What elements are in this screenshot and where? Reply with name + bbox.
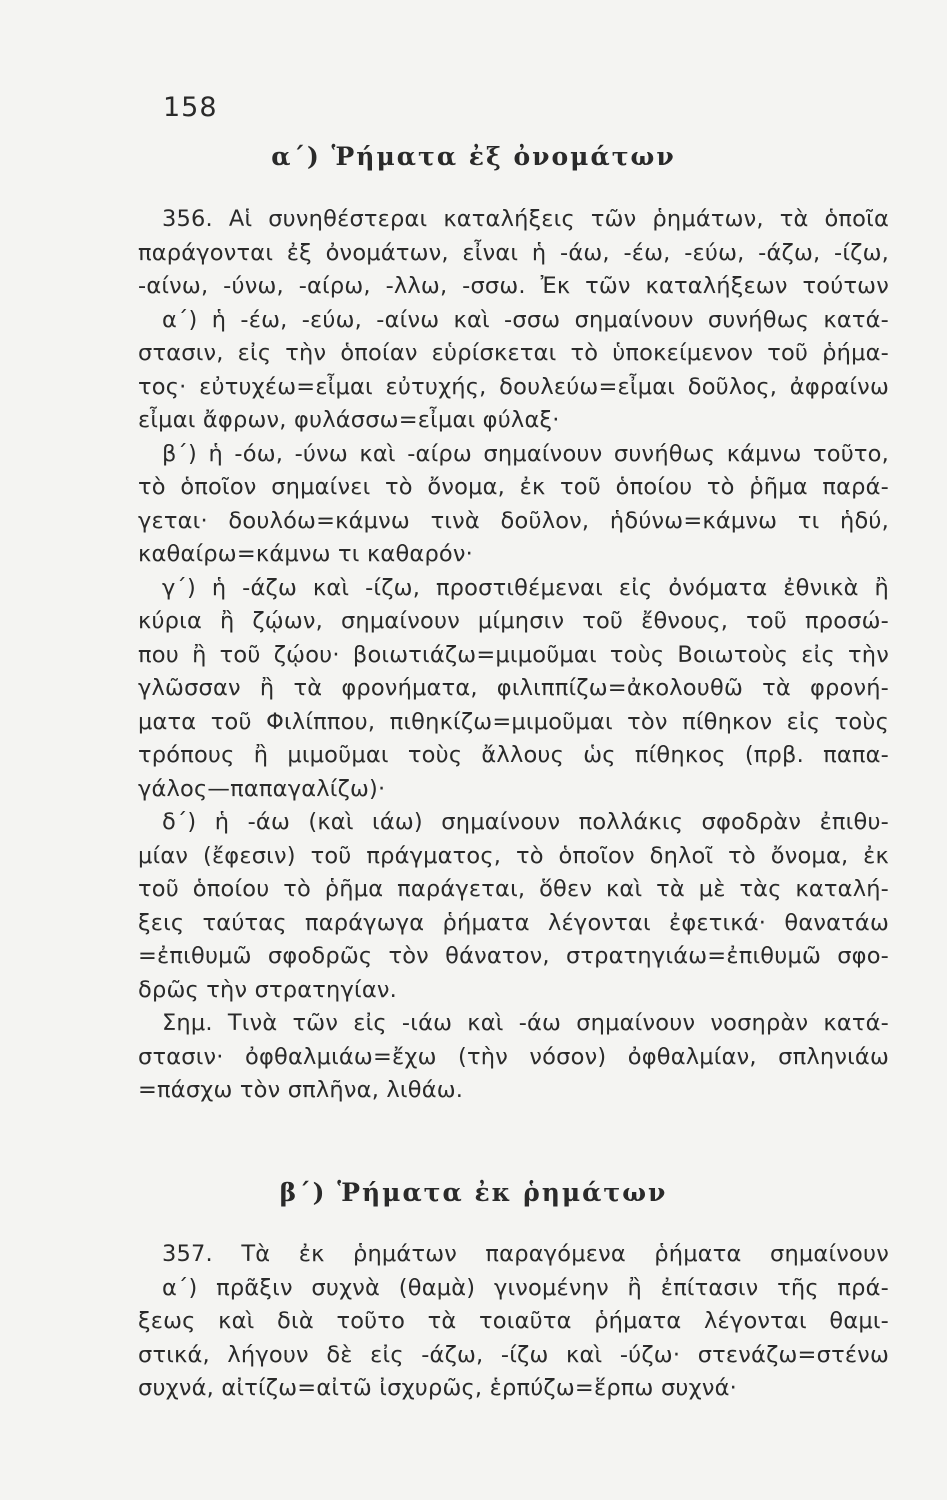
text-line: Σημ. Τινὰ τῶν εἰς -ιάω καὶ -άω σημαίνουν νοσηρὰν κατά- [162,1010,889,1036]
text-line: συχνά, αἰτίζω=αἰτῶ ἰσχυρῶς, ἑρπύζω=ἕρπω συχνά· [138,1375,737,1401]
text-line: ξεις ταύτας παράγωγα ῥήματα λέγονται ἐφετικά· θανατάω [138,909,889,936]
section-a-body [138,203,889,1108]
text-line: =ἐπιθυμῶ σφοδρῶς τὸν θάνατον, στρατηγιάω=ἐπιθυμῶ σφο- [138,943,889,969]
text-line: γάλος—παπαγαλίζω)· [138,775,386,802]
text-line: δ΄) ἡ -άω (καὶ ιάω) σημαίνουν πολλάκις σφοδρὰν ἐπιθυ- [162,809,889,835]
section-b-heading [0,1178,947,1207]
text-line: κύρια ἢ ζῴων, σημαίνουν μίμησιν τοῦ ἔθνους, τοῦ προσώ- [138,608,889,634]
text-line: που ἢ τοῦ ζῴου· βοιωτιάζω=μιμοῦμαι τοὺς Βοιωτοὺς εἰς τὴν [138,641,889,668]
section-a-heading-text: α΄) Ῥήματα ἐξ ὀνομάτων [271,142,676,171]
text-line: τρόπους ἢ μιμοῦμαι τοὺς ἄλλους ὡς πίθηκος (πρβ. παπα- [138,742,889,768]
text-line: 357. Τὰ ἐκ ῥημάτων παραγόμενα ῥήματα σημαίνουν [162,1241,889,1267]
text-line: καθαίρω=κάμνω τι καθαρόν· [138,541,474,567]
text-line: β΄) ἡ -όω, -ύνω καὶ -αίρω σημαίνουν συνήθως κάμνω τοῦτο, [162,440,889,467]
text-line: 356. Αἱ συνηθέστεραι καταλήξεις τῶν ῥημάτων, τὰ ὁποῖα [162,206,889,232]
section-b-heading-text: β΄) Ῥήματα ἐκ ῥημάτων [279,1178,668,1207]
text-line: =πάσχω τὸν σπλῆνα, λιθάω. [138,1077,464,1103]
text-line: στασιν, εἰς τὴν ὁποίαν εὑρίσκεται τὸ ὑποκείμενον τοῦ ῥήμα- [138,340,889,366]
text-line: α΄) πρᾶξιν συχνὰ (θαμὰ) γινομένην ἢ ἐπίτασιν τῆς πρά- [162,1274,889,1301]
text-line: ξεως καὶ διὰ τοῦτο τὰ τοιαῦτα ῥήματα λέγονται θαμι- [138,1308,889,1334]
text-line: μίαν (ἔφεσιν) τοῦ πράγματος, τὸ ὁποῖον δηλοῖ τὸ ὄνομα, ἐκ [138,842,889,869]
text-line: α΄) ἡ -έω, -εύω, -αίνω καὶ -σσω σημαίνουν συνήθως κατά- [162,306,889,333]
text-line: τος· εὐτυχέω=εἶμαι εὐτυχής, δουλεύω=εἶμαι δοῦλος, ἀφραίνω [138,373,889,400]
page-number: 158 [163,92,218,123]
text-line: εἶμαι ἄφρων, φυλάσσω=εἶμαι φύλαξ· [138,407,560,433]
text-line: στασιν· ὀφθαλμιάω=ἔχω (τὴν νόσον) ὀφθαλμίαν, σπληνιάω [138,1043,889,1070]
text-line: τοῦ ὁποίου τὸ ῥῆμα παράγεται, ὅθεν καὶ τὰ μὲ τὰς καταλή- [138,876,889,902]
text-line: στικά, λήγουν δὲ εἰς -άζω, -ίζω καὶ -ύζω· στενάζω=στένω [138,1341,889,1368]
section-a-heading [0,142,947,171]
text-line: -αίνω, -ύνω, -αίρω, -λλω, -σσω. Ἐκ τῶν καταλήξεων τούτων [138,273,889,299]
text-line: γλῶσσαν ἢ τὰ φρονήματα, φιλιππίζω=ἀκολουθῶ τὰ φρονή- [138,675,889,701]
text-line: ματα τοῦ Φιλίππου, πιθηκίζω=μιμοῦμαι τὸν πίθηκον εἰς τοὺς [138,708,889,735]
text-line: γ΄) ἡ -άζω καὶ -ίζω, προστιθέμεναι εἰς ὀνόματα ἐθνικὰ ἢ [162,574,889,601]
text-line: δρῶς τὴν στρατηγίαν. [138,976,397,1003]
text-line: γεται· δουλόω=κάμνω τινὰ δοῦλον, ἡδύνω=κάμνω τι ἡδύ, [138,507,889,534]
section-b-body [138,1238,889,1406]
text-line: παράγονται ἐξ ὀνομάτων, εἶναι ἡ -άω, -έω, -εύω, -άζω, -ίζω, [138,239,889,266]
text-line: τὸ ὁποῖον σημαίνει τὸ ὄνομα, ἐκ τοῦ ὁποίου τὸ ῥῆμα παρά- [138,474,889,500]
